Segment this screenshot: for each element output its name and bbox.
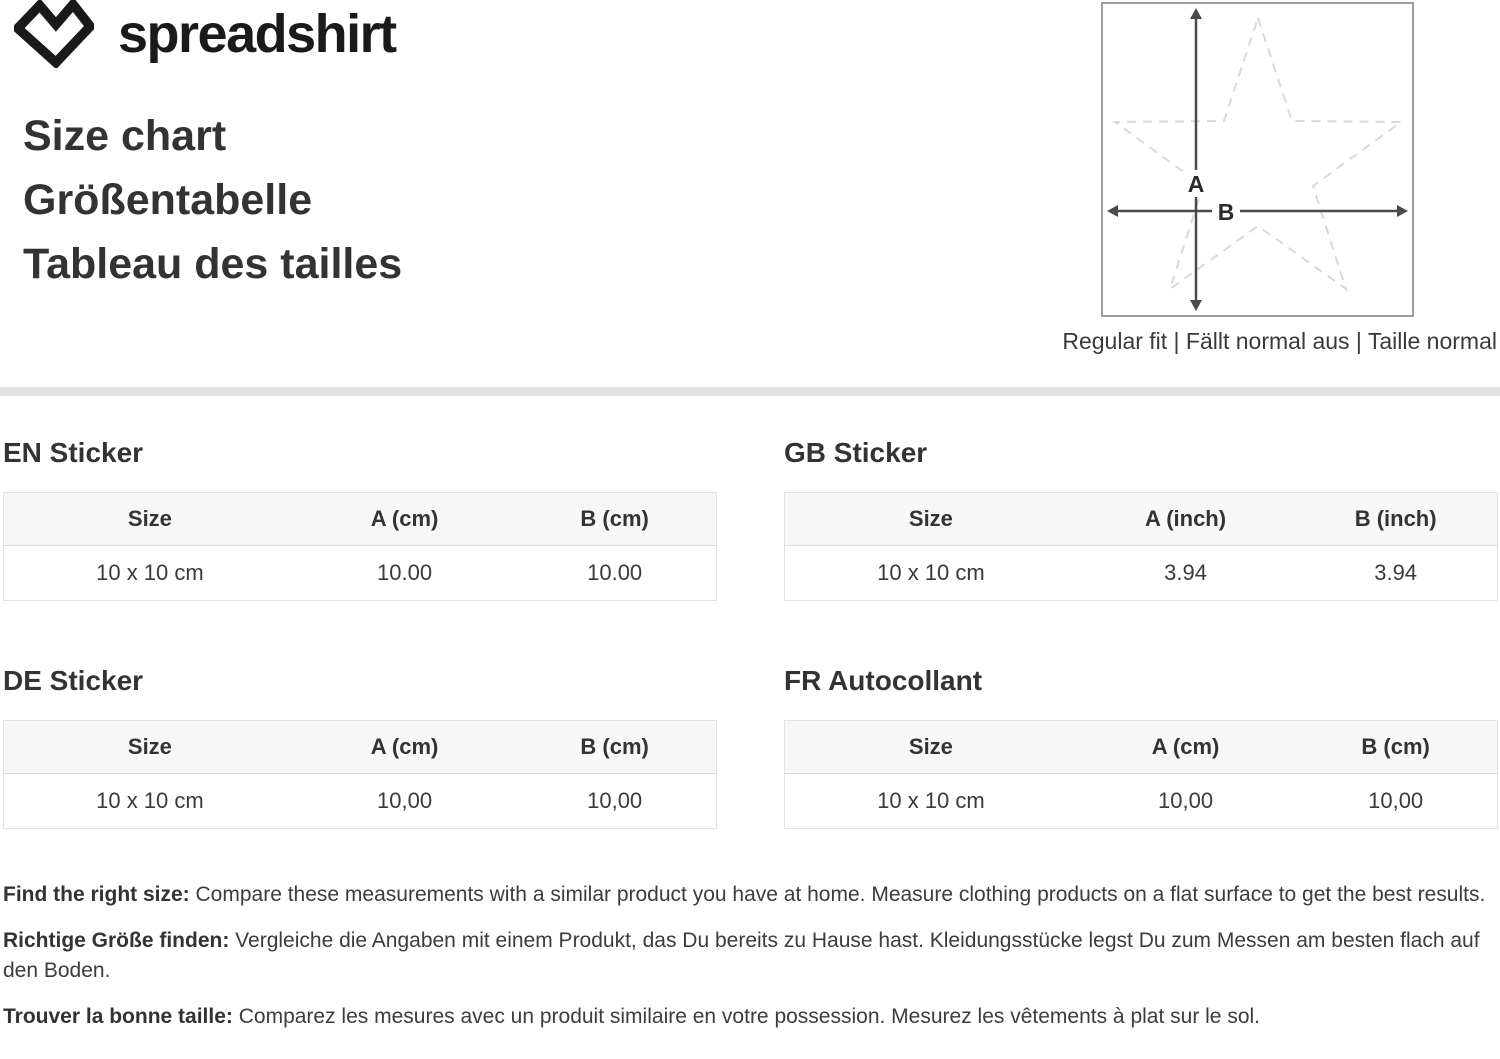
table-header-row [785, 493, 1498, 546]
column-header-b: B (cm) [513, 493, 716, 546]
column-header-a: A (cm) [1077, 721, 1294, 774]
label-b: B [1217, 199, 1235, 225]
column-header-size: Size [785, 721, 1077, 774]
column-header-size: Size [4, 721, 296, 774]
note-en [3, 880, 1497, 910]
size-cell: 10 x 10 cm [785, 546, 1077, 601]
column-header-a: A (cm) [296, 721, 513, 774]
table-row [785, 774, 1498, 829]
table-title-fr: FR Autocollant [784, 665, 983, 696]
measuring-notes [3, 880, 1497, 1048]
a-cell: 10.00 [296, 546, 513, 601]
heart-icon [14, 0, 94, 68]
table-row [785, 546, 1498, 601]
size-table-section-en [3, 437, 717, 601]
label-a: A [1187, 171, 1205, 197]
size-table-section-fr [784, 665, 1498, 829]
size-table-gb [784, 492, 1498, 601]
note-en-text: Compare these measurements with a similar product you have at home. Measure clothing products on a flat surface to get the best results. [189, 883, 1486, 906]
star-measure-graphic [1103, 4, 1412, 315]
column-header-b: B (cm) [513, 721, 716, 774]
note-en-lead: Find the right size: [3, 883, 190, 906]
a-cell: 10,00 [296, 774, 513, 829]
b-cell: 10,00 [1294, 774, 1497, 829]
page-title-de: Größentabelle [23, 176, 313, 224]
brand-name: spreadshirt [118, 4, 396, 64]
b-cell: 10,00 [513, 774, 716, 829]
table-header-row [4, 493, 717, 546]
size-cell: 10 x 10 cm [4, 774, 296, 829]
section-divider [0, 387, 1500, 396]
table-title-de: DE Sticker [3, 665, 144, 696]
note-de-text: Vergleiche die Angaben mit einem Produkt, das Du bereits zu Hause hast. Kleidungsstücke legst Du zum Messen am besten flach auf den Boden. [3, 929, 1480, 982]
note-fr-text: Comparez les mesures avec un produit similaire en votre possession. Mesurez les vêtements à plat sur le sol. [232, 1005, 1261, 1028]
star-outline [1115, 18, 1401, 289]
size-table-section-de [3, 665, 717, 829]
column-header-a: A (cm) [296, 493, 513, 546]
page-title-en: Size chart [23, 112, 227, 160]
size-cell: 10 x 10 cm [785, 774, 1077, 829]
table-header-row [785, 721, 1498, 774]
size-table-en [3, 492, 717, 601]
note-de-lead: Richtige Größe finden: [3, 929, 230, 952]
size-table-fr [784, 720, 1498, 829]
column-header-b: B (inch) [1294, 493, 1497, 546]
note-de [3, 926, 1497, 986]
column-header-a: A (inch) [1077, 493, 1294, 546]
fit-note: Regular fit | Fällt normal aus | Taille normal [1062, 328, 1497, 354]
spreadshirt-logo [14, 0, 396, 68]
column-header-size: Size [785, 493, 1077, 546]
size-cell: 10 x 10 cm [4, 546, 296, 601]
b-cell: 10.00 [513, 546, 716, 601]
size-table-section-gb [784, 437, 1498, 601]
table-row [4, 546, 717, 601]
measurement-diagram [1101, 2, 1414, 317]
table-title-en: EN Sticker [3, 437, 144, 468]
table-row [4, 774, 717, 829]
table-title-gb: GB Sticker [784, 437, 928, 468]
note-fr-lead: Trouver la bonne taille: [3, 1005, 233, 1028]
a-cell: 10,00 [1077, 774, 1294, 829]
note-fr [3, 1002, 1497, 1032]
table-header-row [4, 721, 717, 774]
column-header-b: B (cm) [1294, 721, 1497, 774]
a-cell: 3.94 [1077, 546, 1294, 601]
b-cell: 3.94 [1294, 546, 1497, 601]
page-title-block [23, 104, 402, 296]
size-table-de [3, 720, 717, 829]
page-title-fr: Tableau des tailles [23, 240, 403, 288]
column-header-size: Size [4, 493, 296, 546]
